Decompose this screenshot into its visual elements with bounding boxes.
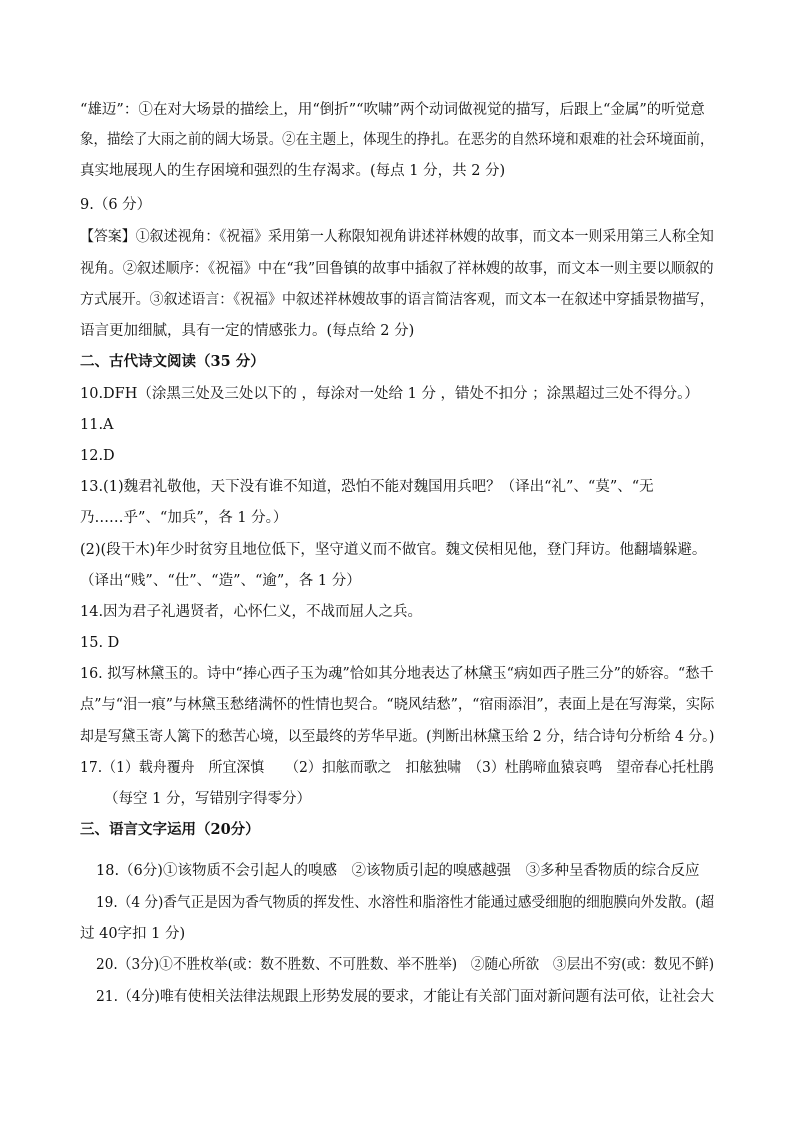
- text-line: 过 40字扣 1 分): [80, 926, 186, 942]
- text-line: 18.（6分)①该物质不会引起人的嗅感 ②该物质引起的嗅感越强 ③多种呈香物质的综合反应: [96, 863, 700, 879]
- text-line: 【答案】①叙述视角：《祝福》采用第一人称限知视角讲述祥林嫂的故事，而文本一则采用第三人称全知: [80, 229, 714, 245]
- text-line: （每空 1 分，写错别字得零分）: [104, 791, 311, 807]
- text-line: （译出“贱”、“仕”、“造”、“逾”，各 1 分）: [80, 573, 361, 589]
- text-line: 17.（1）载舟覆舟 所宜深慎 （2）扣舷而歌之 扣舷独啸 （3）杜鹃啼血猿哀鸣 望帝春心托杜鹃: [80, 760, 714, 776]
- text-line: 16. 拟写林黛玉的。诗中“捧心西子玉为魂”恰如其分地表达了林黛玉“病如西子胜三分”的娇容。“愁千: [80, 666, 714, 682]
- text-line: 乃……乎”、“加兵”，各 1 分。）: [80, 510, 288, 526]
- text-line: 14.因为君子礼遇贤者，心怀仁义，不战而屈人之兵。: [80, 604, 423, 620]
- text-line: 15. D: [80, 635, 120, 651]
- text-line: 21.（4分)唯有使相关法律法规跟上形势发展的要求，才能让有关部门面对新问题有法可依，让社会大: [96, 989, 714, 1005]
- text-line: 视角。②叙述顺序：《祝福》中在“我”回鲁镇的故事中插叙了祥林嫂的故事，而文本一则主要以顺叙的: [80, 261, 714, 277]
- text-line: 10.DFH（涂黑三处及三处以下的 ，每涂对一处给 1 分 ，错处不扣分 ；涂黑超过三处不得分。）: [80, 386, 699, 402]
- text-line: 19.（4 分)香气正是因为香气物质的挥发性、水溶性和脂溶性才能通过感受细胞的细胞膜向外发散。(超: [96, 895, 715, 911]
- text-line: 方式展开。③叙述语言：《祝福》中叙述祥林嫂故事的语言简洁客观，而文本一在叙述中穿插景物描写，: [80, 292, 714, 308]
- text-line: 20.（3分)①不胜枚举(或：数不胜数、不可胜数、举不胜举) ②随心所欲 ③层出不穷(或：数见不鲜): [96, 957, 715, 973]
- text-line: 象，描绘了大雨之前的阔大场景。②在主题上，体现生的挣扎。在恶劣的自然环境和艰难的社会环境面前，: [80, 132, 714, 148]
- text-line: 13.(1)魏君礼敬他，天下没有谁不知道，恐怕不能对魏国用兵吧？（译出“礼”、“莫”、“无: [80, 479, 654, 495]
- text-line: 点”与“泪一痕”与林黛玉愁绪满怀的性情也契合。“晓风结愁”，“宿雨添泪”，表面上是在写海棠，实际: [80, 697, 715, 713]
- text-line: 12.D: [80, 448, 115, 464]
- text-line: (2)(段干木)年少时贫穷且地位低下，坚守道义而不做官。魏文侯相见他，登门拜访。他翻墙躲避。: [80, 542, 707, 558]
- text-line: 真实地展现人的生存困境和强烈的生存渴求。(每点 1 分，共 2 分): [80, 163, 506, 179]
- text-line: 11.A: [80, 417, 114, 433]
- section-heading: 二、古代诗文阅读（35 分）: [80, 353, 265, 370]
- section-heading: 三、语言文字运用（20分）: [80, 821, 260, 838]
- text-line: 语言更加细腻，具有一定的情感张力。(每点给 2 分): [80, 323, 415, 339]
- question-number: 9.（6 分）: [80, 197, 152, 213]
- text-line: “雄迈”：①在对大场景的描绘上，用“倒折”“吹啸”两个动词做视觉的描写，后跟上“金属”的听觉意: [80, 102, 705, 118]
- text-line: 却是写黛玉寄人篱下的愁苦心境，以至最终的芳华早逝。(判断出林黛玉给 2 分，结合诗句分析给 4 分。): [80, 729, 715, 745]
